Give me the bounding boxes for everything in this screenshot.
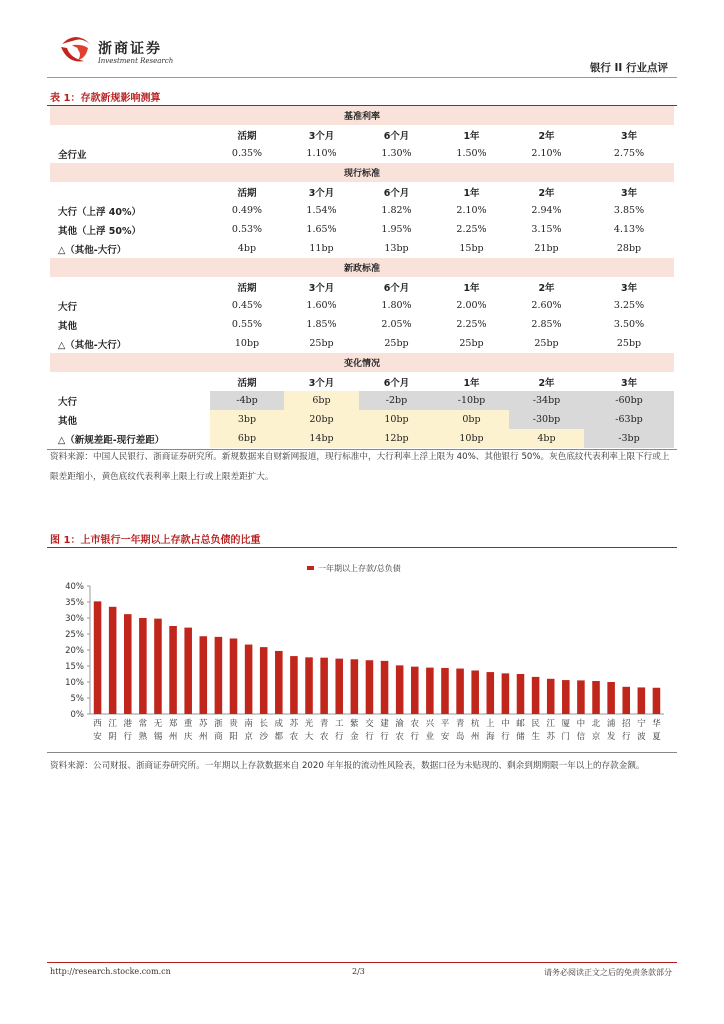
bar-chart: [50, 555, 674, 750]
table-cell: 4bp: [237, 243, 257, 254]
x-tick-label: 农: [395, 732, 404, 742]
footer-disclaimer: 请务必阅读正文之后的免责条款部分: [544, 968, 672, 977]
row-label: △（新规差距-现行差距）: [58, 434, 165, 446]
column-header: 3年: [620, 377, 638, 389]
figure-source-note: 资料来源：公司财报、浙商证券研究所。一年期以上存款数据来自 2020 年年报的流动性风险表，数据口径为未贴现的、剩余到期期限一年以上的存款金额。: [50, 761, 645, 771]
column-header: 1年: [463, 187, 480, 199]
bar: [381, 661, 389, 714]
x-tick-label: 民: [531, 719, 540, 729]
legend-swatch: [307, 566, 314, 570]
table-cell: 0.45%: [231, 300, 263, 311]
table-cell: 10bp: [234, 338, 260, 349]
table-cell: 25bp: [384, 338, 409, 349]
x-tick-label: 长: [259, 719, 268, 729]
report-type: 银行 II 行业点评: [589, 62, 668, 74]
table-cell: 2.25%: [456, 224, 487, 235]
column-header: 3年: [620, 282, 638, 294]
x-tick-label: 平: [440, 719, 450, 729]
bar: [366, 660, 374, 714]
table-cell: 3.85%: [613, 205, 645, 216]
table-row: [50, 315, 674, 334]
y-tick-label: 40%: [65, 582, 84, 592]
section-row: [50, 353, 674, 372]
table-cell: 1.10%: [306, 148, 337, 159]
table-row: [50, 220, 674, 239]
column-header: 3个月: [308, 130, 335, 142]
column-header: 活期: [237, 282, 257, 294]
x-tick-label: 安: [93, 732, 102, 742]
y-tick-label: 35%: [65, 598, 84, 608]
column-header: 6个月: [383, 187, 410, 199]
bar: [638, 687, 646, 714]
x-tick-label: 州: [168, 732, 178, 742]
table-cell: 2.60%: [531, 300, 562, 311]
table-cell: 2.10%: [456, 205, 487, 216]
x-tick-label: 西: [93, 719, 102, 729]
x-tick-label: 都: [274, 732, 284, 742]
bar: [169, 626, 177, 714]
footer-url: http://research.stocke.com.cn: [50, 967, 171, 976]
x-tick-label: 浦: [606, 719, 616, 729]
bar: [607, 682, 615, 714]
brand-name-cn: 浙商证券: [98, 41, 162, 57]
column-header: 2年: [538, 187, 555, 199]
bar: [622, 687, 630, 714]
table-cell: 25bp: [309, 338, 334, 349]
table-cell: 10bp: [434, 429, 509, 448]
y-tick-label: 10%: [65, 678, 84, 688]
y-tick-label: 0%: [70, 710, 84, 720]
table-cell: 4bp: [509, 429, 584, 448]
x-tick-label: 紫: [350, 719, 359, 729]
table-cell: 14bp: [284, 429, 359, 448]
x-tick-label: 上: [486, 719, 495, 729]
column-header-row: [50, 372, 674, 391]
table-cell: -63bp: [584, 410, 674, 429]
x-tick-label: 江: [108, 719, 117, 729]
table-cell: 0bp: [434, 410, 509, 429]
y-tick-label: 25%: [65, 630, 84, 640]
column-header: 活期: [237, 187, 257, 199]
table-cell: 3.25%: [613, 300, 645, 311]
figure-caption: 图 1：上市银行一年期以上存款占总负债的比重: [50, 535, 261, 546]
column-header: 3个月: [308, 282, 335, 294]
section-row: [50, 106, 674, 125]
x-tick-label: 中: [501, 719, 510, 729]
table-cell: 1.85%: [306, 319, 337, 330]
table-cell: 1.82%: [381, 205, 412, 216]
table-cell: 11bp: [309, 243, 334, 254]
column-header: 1年: [463, 282, 480, 294]
x-tick-label: 江: [546, 719, 555, 729]
table-cell: -2bp: [359, 391, 434, 410]
table-cell: 6bp: [210, 429, 284, 448]
x-tick-label: 青: [319, 719, 329, 729]
table-cell: -4bp: [210, 391, 284, 410]
table-cell: 21bp: [534, 243, 559, 254]
x-tick-label: 光: [304, 719, 314, 729]
table-cell: 2.10%: [531, 148, 562, 159]
x-tick-label: 杭: [470, 719, 480, 729]
bar: [487, 672, 495, 714]
brand-name-en: Investment Research: [98, 57, 174, 65]
x-tick-label: 信: [576, 732, 586, 742]
x-tick-label: 成: [274, 719, 284, 729]
x-tick-label: 行: [380, 732, 389, 742]
bar: [396, 665, 404, 714]
table-cell: 1.95%: [381, 224, 412, 235]
x-tick-label: 港: [123, 719, 133, 729]
table-row: [50, 429, 674, 448]
row-label: 大行: [58, 301, 78, 313]
section-row: [50, 163, 674, 182]
x-tick-label: 阴: [108, 732, 117, 742]
table-cell: 10bp: [359, 410, 434, 429]
x-tick-label: 门: [561, 732, 571, 742]
table-cell: -10bp: [434, 391, 509, 410]
row-label: 其他（上浮 50%）: [58, 225, 142, 237]
x-tick-label: 行: [621, 732, 631, 742]
table-row: [50, 201, 674, 220]
table-cell: 1.60%: [306, 300, 337, 311]
table-cell: 28bp: [616, 243, 642, 254]
column-header-row: [50, 277, 674, 296]
x-tick-label: 沙: [259, 732, 268, 742]
y-tick-label: 20%: [65, 646, 84, 656]
bar: [517, 674, 525, 714]
bar: [592, 681, 600, 714]
section-title: 基准利率: [50, 106, 674, 125]
x-tick-label: 海: [486, 732, 495, 742]
deposit-rate-table: [50, 106, 674, 448]
column-header: 2年: [538, 282, 555, 294]
table-cell: 25bp: [616, 338, 642, 349]
x-tick-label: 行: [365, 732, 374, 742]
y-tick-label: 5%: [70, 694, 84, 704]
row-label: 大行（上浮 40%）: [58, 206, 142, 218]
x-tick-label: 岛: [455, 732, 465, 742]
bar: [426, 668, 434, 714]
table-cell: -34bp: [509, 391, 584, 410]
bar: [139, 618, 147, 714]
x-tick-label: 州: [470, 732, 480, 742]
x-tick-label: 兴: [425, 719, 435, 729]
x-tick-label: 锡: [153, 732, 163, 742]
x-tick-label: 发: [606, 732, 616, 742]
table-cell: 1.65%: [306, 224, 337, 235]
section-title: 新政标准: [50, 258, 674, 277]
x-tick-label: 常: [138, 719, 148, 729]
y-tick-label: 15%: [65, 662, 84, 672]
table-row: [50, 391, 674, 410]
table-row: [50, 410, 674, 429]
x-tick-label: 邮: [516, 719, 525, 729]
x-tick-label: 京: [244, 732, 253, 742]
table-cell: 15bp: [459, 243, 484, 254]
bar: [184, 628, 192, 714]
x-tick-label: 华: [652, 719, 661, 729]
column-header: 1年: [463, 130, 480, 142]
bar: [305, 657, 313, 714]
table-cell: 4.13%: [613, 224, 645, 235]
table-row: [50, 144, 674, 163]
x-tick-label: 贵: [229, 719, 238, 729]
section-title: 现行标准: [50, 163, 674, 182]
x-tick-label: 行: [501, 732, 510, 742]
table-cell: 20bp: [284, 410, 359, 429]
bar: [215, 637, 223, 714]
table-cell: 13bp: [384, 243, 409, 254]
x-tick-label: 工: [334, 719, 344, 729]
bar: [320, 658, 328, 714]
table-cell: 12bp: [359, 429, 434, 448]
table-cell: 3bp: [210, 410, 284, 429]
table-cell: 1.30%: [381, 148, 412, 159]
x-tick-label: 南: [244, 719, 253, 729]
table-cell: 25bp: [459, 338, 484, 349]
bar: [411, 667, 419, 714]
bar: [502, 673, 510, 714]
bar: [200, 636, 208, 714]
x-tick-label: 储: [516, 732, 525, 742]
column-header: 6个月: [383, 130, 410, 142]
table-cell: -60bp: [584, 391, 674, 410]
x-tick-label: 苏: [546, 732, 555, 742]
bar: [351, 659, 359, 714]
x-tick-label: 行: [410, 732, 420, 742]
table-cell: 25bp: [534, 338, 559, 349]
header-divider: [47, 77, 677, 78]
column-header: 6个月: [383, 377, 410, 389]
x-tick-label: 渝: [395, 719, 404, 729]
table-cell: 0.35%: [231, 148, 263, 159]
column-header: 3年: [620, 187, 638, 199]
column-header-row: [50, 125, 674, 144]
bar: [260, 647, 268, 714]
table-cell: 1.54%: [306, 205, 337, 216]
table-row: [50, 296, 674, 315]
row-label: 大行: [58, 396, 78, 408]
table-cell: 2.00%: [456, 300, 487, 311]
table-cell: 2.75%: [613, 148, 645, 159]
x-tick-label: 厦: [561, 719, 571, 729]
bar: [335, 659, 343, 714]
table-cell: 3.50%: [613, 319, 645, 330]
section-row: [50, 258, 674, 277]
x-tick-label: 北: [591, 719, 601, 729]
bar: [562, 680, 570, 714]
table-cell: -30bp: [509, 410, 584, 429]
x-tick-label: 大: [304, 732, 314, 742]
x-tick-label: 业: [425, 732, 435, 742]
table-cell: -3bp: [584, 429, 674, 448]
column-header: 2年: [538, 377, 555, 389]
bar: [547, 679, 555, 714]
figure-caption-divider: [47, 547, 677, 548]
x-tick-label: 庆: [183, 732, 193, 742]
bar: [532, 677, 540, 714]
table-caption: 表 1：存款新规影响测算: [50, 93, 161, 104]
column-header: 6个月: [383, 282, 410, 294]
bar: [471, 670, 479, 714]
bar: [441, 668, 449, 714]
column-header-row: [50, 182, 674, 201]
table-cell: 0.55%: [231, 319, 263, 330]
x-tick-label: 交: [365, 719, 374, 729]
column-header: 3个月: [308, 377, 335, 389]
x-tick-label: 中: [576, 719, 586, 729]
bar: [124, 614, 132, 714]
bar: [94, 601, 102, 714]
table-cell: 1.80%: [381, 300, 412, 311]
row-label: △（其他-大行）: [58, 339, 127, 351]
x-tick-label: 苏: [199, 719, 208, 729]
column-header: 活期: [237, 130, 257, 142]
bar: [456, 669, 464, 714]
bar: [230, 638, 238, 714]
x-tick-label: 生: [531, 732, 540, 742]
bar: [154, 619, 162, 714]
table-cell: 2.94%: [531, 205, 562, 216]
row-label: 全行业: [58, 149, 87, 161]
bar: [109, 607, 117, 714]
table-cell: 2.85%: [531, 319, 562, 330]
page-number: 2/3: [352, 967, 365, 976]
x-tick-label: 农: [410, 719, 420, 729]
x-tick-label: 行: [123, 732, 133, 742]
table-source-note: 资料来源：中国人民银行、浙商证券研究所。新规数据来自财新网报道，现行标准中，大行利率上浮上限为 40%、其他银行 50%。灰色底纹代表利率上限下行或上限差距缩小，黄色底纹代表利率上限上行或上限差距扩大。: [50, 452, 670, 482]
figure-bottom-divider: [47, 752, 677, 753]
x-tick-label: 无: [153, 719, 163, 729]
x-tick-label: 州: [199, 732, 208, 742]
column-header: 1年: [463, 377, 480, 389]
x-tick-label: 京: [591, 732, 601, 742]
bar: [290, 656, 298, 714]
x-tick-label: 重: [183, 719, 193, 729]
column-header: 3个月: [308, 187, 335, 199]
bar: [245, 645, 253, 714]
table-row: [50, 239, 674, 258]
x-tick-label: 夏: [652, 732, 661, 742]
x-tick-label: 浙: [214, 719, 223, 729]
company-logo: [58, 34, 94, 64]
x-tick-label: 农: [289, 732, 299, 742]
table-cell: 2.25%: [456, 319, 487, 330]
row-label: 其他: [58, 415, 78, 427]
x-tick-label: 宁: [637, 719, 646, 729]
column-header: 2年: [538, 130, 555, 142]
x-tick-label: 建: [380, 719, 389, 729]
legend-label: 一年期以上存款/总负债: [318, 564, 401, 573]
column-header: 活期: [237, 377, 257, 389]
table-cell: 3.15%: [531, 224, 562, 235]
y-tick-label: 30%: [65, 614, 84, 624]
x-tick-label: 郑: [168, 719, 178, 729]
table-cell: 0.49%: [231, 205, 263, 216]
bar: [577, 680, 585, 714]
table-cell: 0.53%: [231, 224, 263, 235]
table-cell: 2.05%: [381, 319, 412, 330]
table-row: [50, 334, 674, 353]
x-tick-label: 商: [214, 732, 223, 742]
x-tick-label: 波: [637, 732, 646, 742]
bar: [653, 688, 661, 714]
x-tick-label: 行: [334, 732, 344, 742]
x-tick-label: 安: [440, 732, 450, 742]
x-tick-label: 青: [455, 719, 465, 729]
x-tick-label: 熟: [138, 732, 148, 742]
x-tick-label: 招: [621, 719, 631, 729]
column-header: 3年: [620, 130, 638, 142]
row-label: △（其他-大行）: [58, 244, 127, 256]
row-label: 其他: [58, 320, 78, 332]
table-cell: 6bp: [284, 391, 359, 410]
bar: [275, 651, 283, 714]
x-tick-label: 农: [319, 732, 329, 742]
x-tick-label: 阳: [229, 732, 238, 742]
table-cell: 1.50%: [456, 148, 487, 159]
x-tick-label: 金: [350, 732, 359, 742]
x-tick-label: 苏: [289, 719, 299, 729]
section-title: 变化情况: [50, 353, 674, 372]
footer-divider: [47, 962, 677, 963]
